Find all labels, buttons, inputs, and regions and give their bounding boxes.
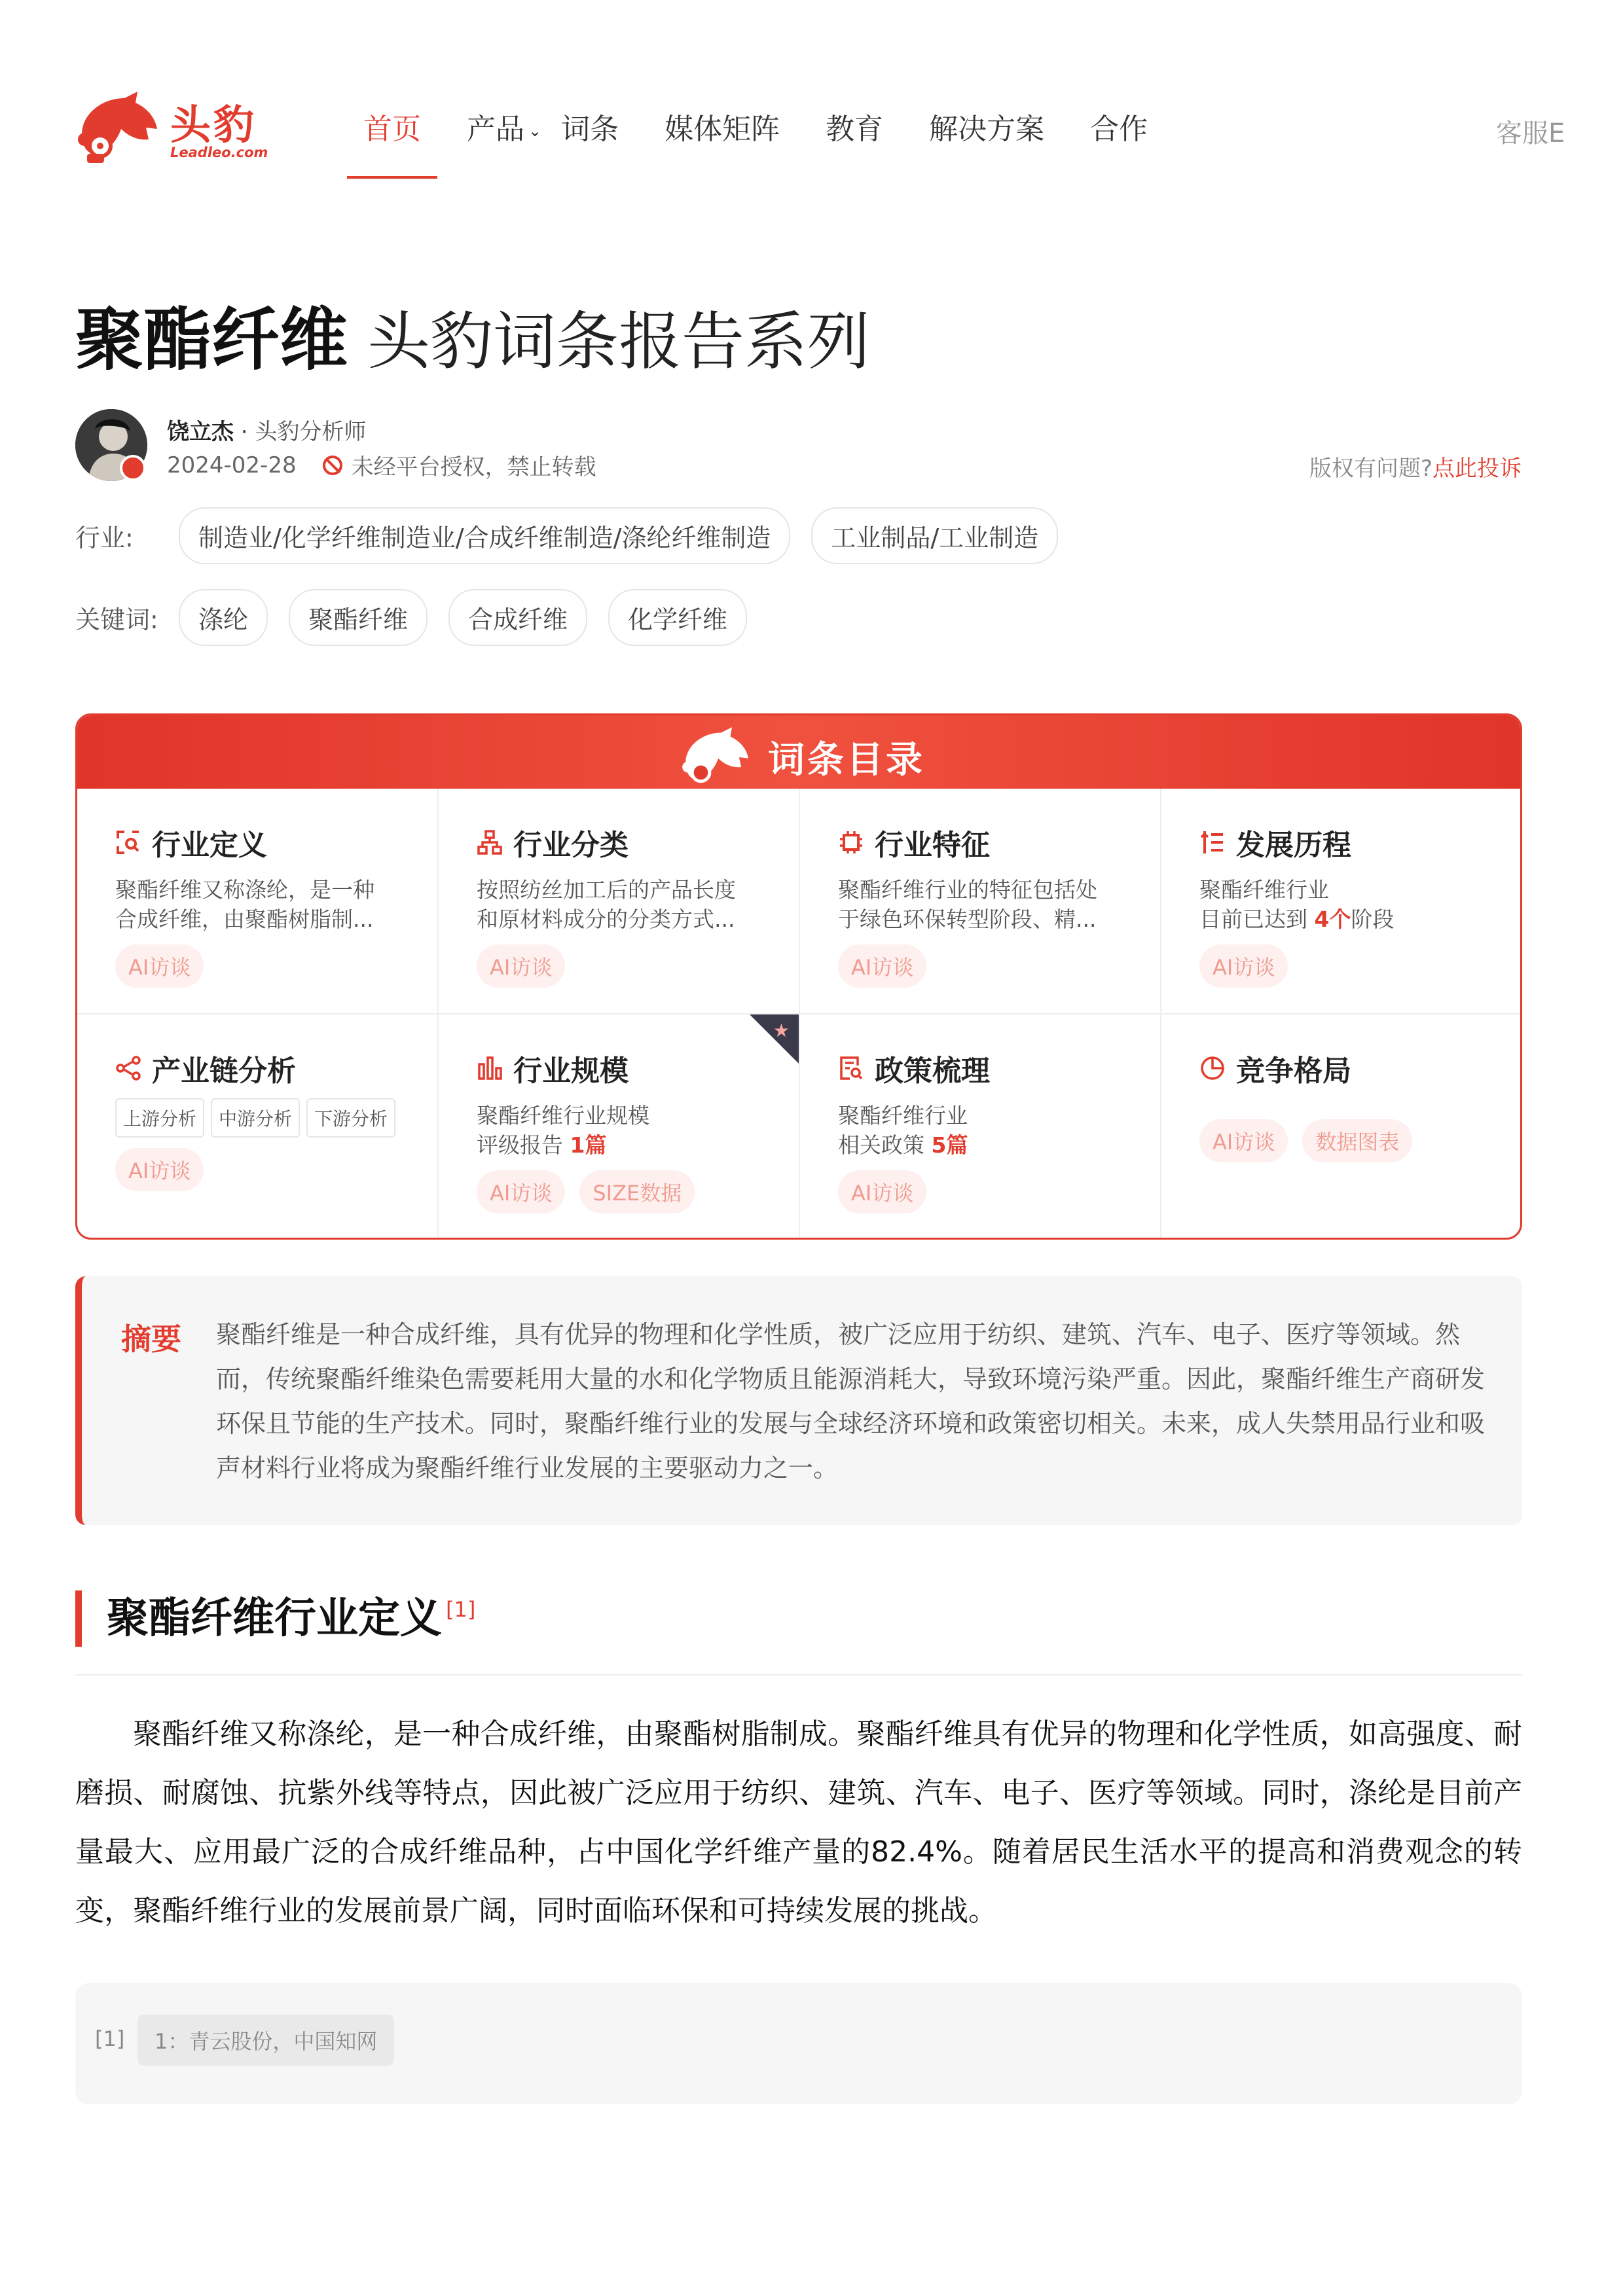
logo-text: 头豹 xyxy=(170,101,257,149)
search-frame-icon xyxy=(115,829,141,855)
logo[interactable] xyxy=(75,88,268,167)
cell-desc-line xyxy=(1199,905,1487,934)
cell-title: 发展历程 xyxy=(1236,829,1351,862)
summary-label: 摘要 xyxy=(121,1321,181,1357)
logo-subtitle: Leadleo.com xyxy=(170,145,268,160)
cell-title: 行业定义 xyxy=(152,829,267,862)
chevron-down-icon: ⌄ xyxy=(528,122,542,140)
cell-desc-line: 聚酯纤维行业规模 xyxy=(477,1103,649,1128)
ai-interview-pill[interactable]: AI访谈 xyxy=(115,944,204,988)
keyword-tag[interactable]: 化学纤维 xyxy=(608,589,747,646)
bar-chart-icon xyxy=(477,1055,503,1081)
cell-desc xyxy=(115,875,403,934)
desc-text: 目前已达到 xyxy=(1199,906,1315,932)
cell-head xyxy=(838,1047,1160,1089)
cell-desc-line: 合成纤维，由聚酯树脂制... xyxy=(115,906,374,932)
cell-title: 行业分类 xyxy=(513,829,629,862)
ai-interview-pill[interactable]: AI访谈 xyxy=(115,1148,204,1191)
cell-head xyxy=(477,821,799,863)
cell-desc-line: 聚酯纤维行业 xyxy=(838,1103,968,1128)
cell-desc xyxy=(477,1101,765,1160)
references-box xyxy=(75,1983,1522,2104)
desc-text: 阶段 xyxy=(1351,906,1395,932)
catalog-cell-classification[interactable] xyxy=(439,789,800,1014)
catalog-cell-history[interactable] xyxy=(1161,789,1522,1014)
nav-education[interactable]: 教育 xyxy=(826,113,884,146)
catalog-cell-definition[interactable] xyxy=(77,789,439,1014)
keywords-row xyxy=(75,589,768,646)
nav-products[interactable] xyxy=(467,108,541,173)
ai-interview-pill[interactable]: AI访谈 xyxy=(1199,1119,1288,1162)
cell-desc-line: 聚酯纤维行业的特征包括处 xyxy=(838,877,1097,903)
chip-icon xyxy=(838,829,864,855)
verified-badge-icon xyxy=(120,455,146,481)
entry-catalog xyxy=(75,713,1522,1240)
page-title xyxy=(75,285,870,383)
catalog-title: 词条目录 xyxy=(768,739,925,781)
industry-tag[interactable]: 制造业/化学纤维制造业/合成纤维制造/涤纶纤维制造 xyxy=(179,507,790,564)
industry-label: 行业: xyxy=(75,524,134,552)
desc-text: 评级报告 xyxy=(477,1132,570,1158)
cell-desc-line: 聚酯纤维行业 xyxy=(1199,877,1329,903)
nav-solutions[interactable]: 解决方案 xyxy=(929,113,1045,146)
cell-title: 行业规模 xyxy=(513,1054,629,1088)
desc-text: 相关政策 xyxy=(838,1132,932,1158)
nav-cooperation[interactable]: 合作 xyxy=(1090,113,1148,146)
reference-item[interactable]: 1：青云股份，中国知网 xyxy=(137,2015,394,2066)
author-line xyxy=(167,414,366,446)
cell-desc xyxy=(838,1101,1126,1160)
section-title xyxy=(75,1590,475,1647)
nav-media-matrix[interactable]: 媒体矩阵 xyxy=(665,113,780,146)
cell-desc-line xyxy=(838,1130,1126,1160)
cell-desc-line: 聚酯纤维又称涤纶，是一种 xyxy=(115,877,374,903)
copyright-question: 版权有问题? xyxy=(1309,456,1432,482)
author-name[interactable]: 饶立杰 xyxy=(167,419,234,445)
downstream-tag[interactable]: 下游分析 xyxy=(306,1098,395,1138)
title-sub: 头豹词条报告系列 xyxy=(367,305,871,378)
divider xyxy=(75,1674,1522,1676)
cell-head xyxy=(1199,821,1522,863)
catalog-cell-features[interactable] xyxy=(800,789,1161,1014)
cell-desc-line xyxy=(477,1130,765,1160)
summary-box xyxy=(75,1276,1522,1525)
data-chart-pill[interactable]: 数据图表 xyxy=(1302,1119,1412,1162)
desc-highlight: 1篇 xyxy=(570,1132,607,1158)
document-search-icon xyxy=(838,1055,864,1081)
reprint-notice: 未经平台授权，禁止转载 xyxy=(351,454,596,480)
cell-title: 行业特征 xyxy=(875,829,990,862)
pie-chart-icon xyxy=(1199,1055,1226,1081)
keywords-label: 关键词: xyxy=(75,605,158,634)
industry-row xyxy=(75,507,1079,564)
ai-interview-pill[interactable]: AI访谈 xyxy=(838,944,926,988)
cell-title: 政策梳理 xyxy=(875,1054,990,1088)
chain-subtags xyxy=(115,1098,437,1138)
cell-head xyxy=(115,1047,437,1089)
upstream-tag[interactable]: 上游分析 xyxy=(115,1098,204,1138)
cell-desc xyxy=(477,875,765,934)
cell-title: 产业链分析 xyxy=(152,1054,296,1088)
cell-head xyxy=(477,1047,799,1089)
nav-products-label: 产品 xyxy=(467,113,524,146)
midstream-tag[interactable]: 中游分析 xyxy=(211,1098,300,1138)
cell-title: 竞争格局 xyxy=(1236,1054,1351,1088)
cell-head xyxy=(1199,1047,1522,1089)
catalog-cell-industry-chain[interactable] xyxy=(77,1014,439,1240)
keyword-tag[interactable]: 合成纤维 xyxy=(448,589,587,646)
cell-desc xyxy=(838,875,1126,934)
reference-mark[interactable]: [1] xyxy=(446,1597,476,1622)
catalog-header xyxy=(77,715,1520,789)
share-nodes-icon xyxy=(115,1055,141,1081)
ai-interview-pill[interactable]: AI访谈 xyxy=(838,1170,926,1213)
customer-service-link[interactable]: 客服E xyxy=(1496,118,1565,149)
cell-desc xyxy=(1199,875,1487,934)
author-separator: · xyxy=(234,419,255,445)
ai-interview-pill[interactable]: AI访谈 xyxy=(1199,944,1288,988)
summary-text: 聚酯纤维是一种合成纤维，具有优异的物理和化学性质，被广泛应用于纺织、建筑、汽车、电子、医疗等领域。然而，传统聚酯纤维染色需要耗用大量的水和化学物质且能源消耗大，导致环境污染严重。因此，聚酯纤维生产商研发环保且节能的生产技术。同时，聚酯纤维行业的发展与全球经济环境和政策密切相关。未来，成人失禁用品行业和吸声材料行业将成为聚酯纤维行业发展的主要驱动力之一。 xyxy=(216,1320,1486,1482)
industry-tag[interactable]: 工业制品/工业制造 xyxy=(811,507,1058,564)
desc-highlight: 5篇 xyxy=(931,1132,968,1158)
prohibited-icon xyxy=(323,456,342,475)
date-line xyxy=(167,449,596,481)
nav-home[interactable]: 首页 xyxy=(363,108,421,173)
cell-desc-line: 和原材料成分的分类方式... xyxy=(477,906,735,932)
section-title-text: 聚酯纤维行业定义 xyxy=(107,1594,442,1643)
main-nav xyxy=(363,108,1194,173)
cell-desc-line: 于绿色环保转型阶段、精... xyxy=(838,906,1097,932)
cell-head xyxy=(838,821,1160,863)
publish-date: 2024-02-28 xyxy=(167,452,297,478)
size-data-pill[interactable]: SIZE数据 xyxy=(579,1170,695,1213)
ai-interview-pill[interactable]: AI访谈 xyxy=(477,944,565,988)
leopard-logo-icon xyxy=(676,725,755,790)
cell-head xyxy=(115,821,437,863)
keyword-tag[interactable]: 聚酯纤维 xyxy=(289,589,428,646)
complain-link[interactable]: 点此投诉 xyxy=(1432,456,1522,482)
copyright-line xyxy=(1309,450,1522,482)
catalog-cell-scale[interactable] xyxy=(439,1014,800,1240)
cell-desc-line: 按照纺丝加工后的产品长度 xyxy=(477,877,736,903)
desc-highlight: 4个 xyxy=(1314,906,1351,932)
nav-entries[interactable]: 词条 xyxy=(561,113,619,146)
title-main: 聚酯纤维 xyxy=(75,300,348,380)
keyword-tag[interactable]: 涤纶 xyxy=(179,589,268,646)
catalog-cell-policy[interactable] xyxy=(800,1014,1161,1240)
hierarchy-icon xyxy=(477,829,503,855)
section-body: 聚酯纤维又称涤纶，是一种合成纤维，由聚酯树脂制成。聚酯纤维具有优异的物理和化学性质，如高强度、耐磨损、耐腐蚀、抗紫外线等特点，因此被广泛应用于纺织、建筑、汽车、电子、医疗等领域。同时，涤纶是目前产量最大、应用最广泛的合成纤维品种，占中国化学纤维产量的82.4%。随着居民生活水平的提高和消费观念的转变，聚酯纤维行业的发展前景广阔，同时面临环保和可持续发展的挑战。 xyxy=(75,1717,1522,1928)
catalog-header-inner xyxy=(676,725,925,790)
catalog-cell-competition[interactable] xyxy=(1161,1014,1522,1240)
leopard-logo-icon xyxy=(75,88,160,167)
header xyxy=(0,0,1623,183)
ai-interview-pill[interactable]: AI访谈 xyxy=(477,1170,565,1213)
timeline-icon xyxy=(1199,829,1226,855)
reference-number: [1] xyxy=(95,2026,125,2051)
cell-pills xyxy=(1199,1109,1522,1162)
author-role: 头豹分析师 xyxy=(255,419,367,445)
